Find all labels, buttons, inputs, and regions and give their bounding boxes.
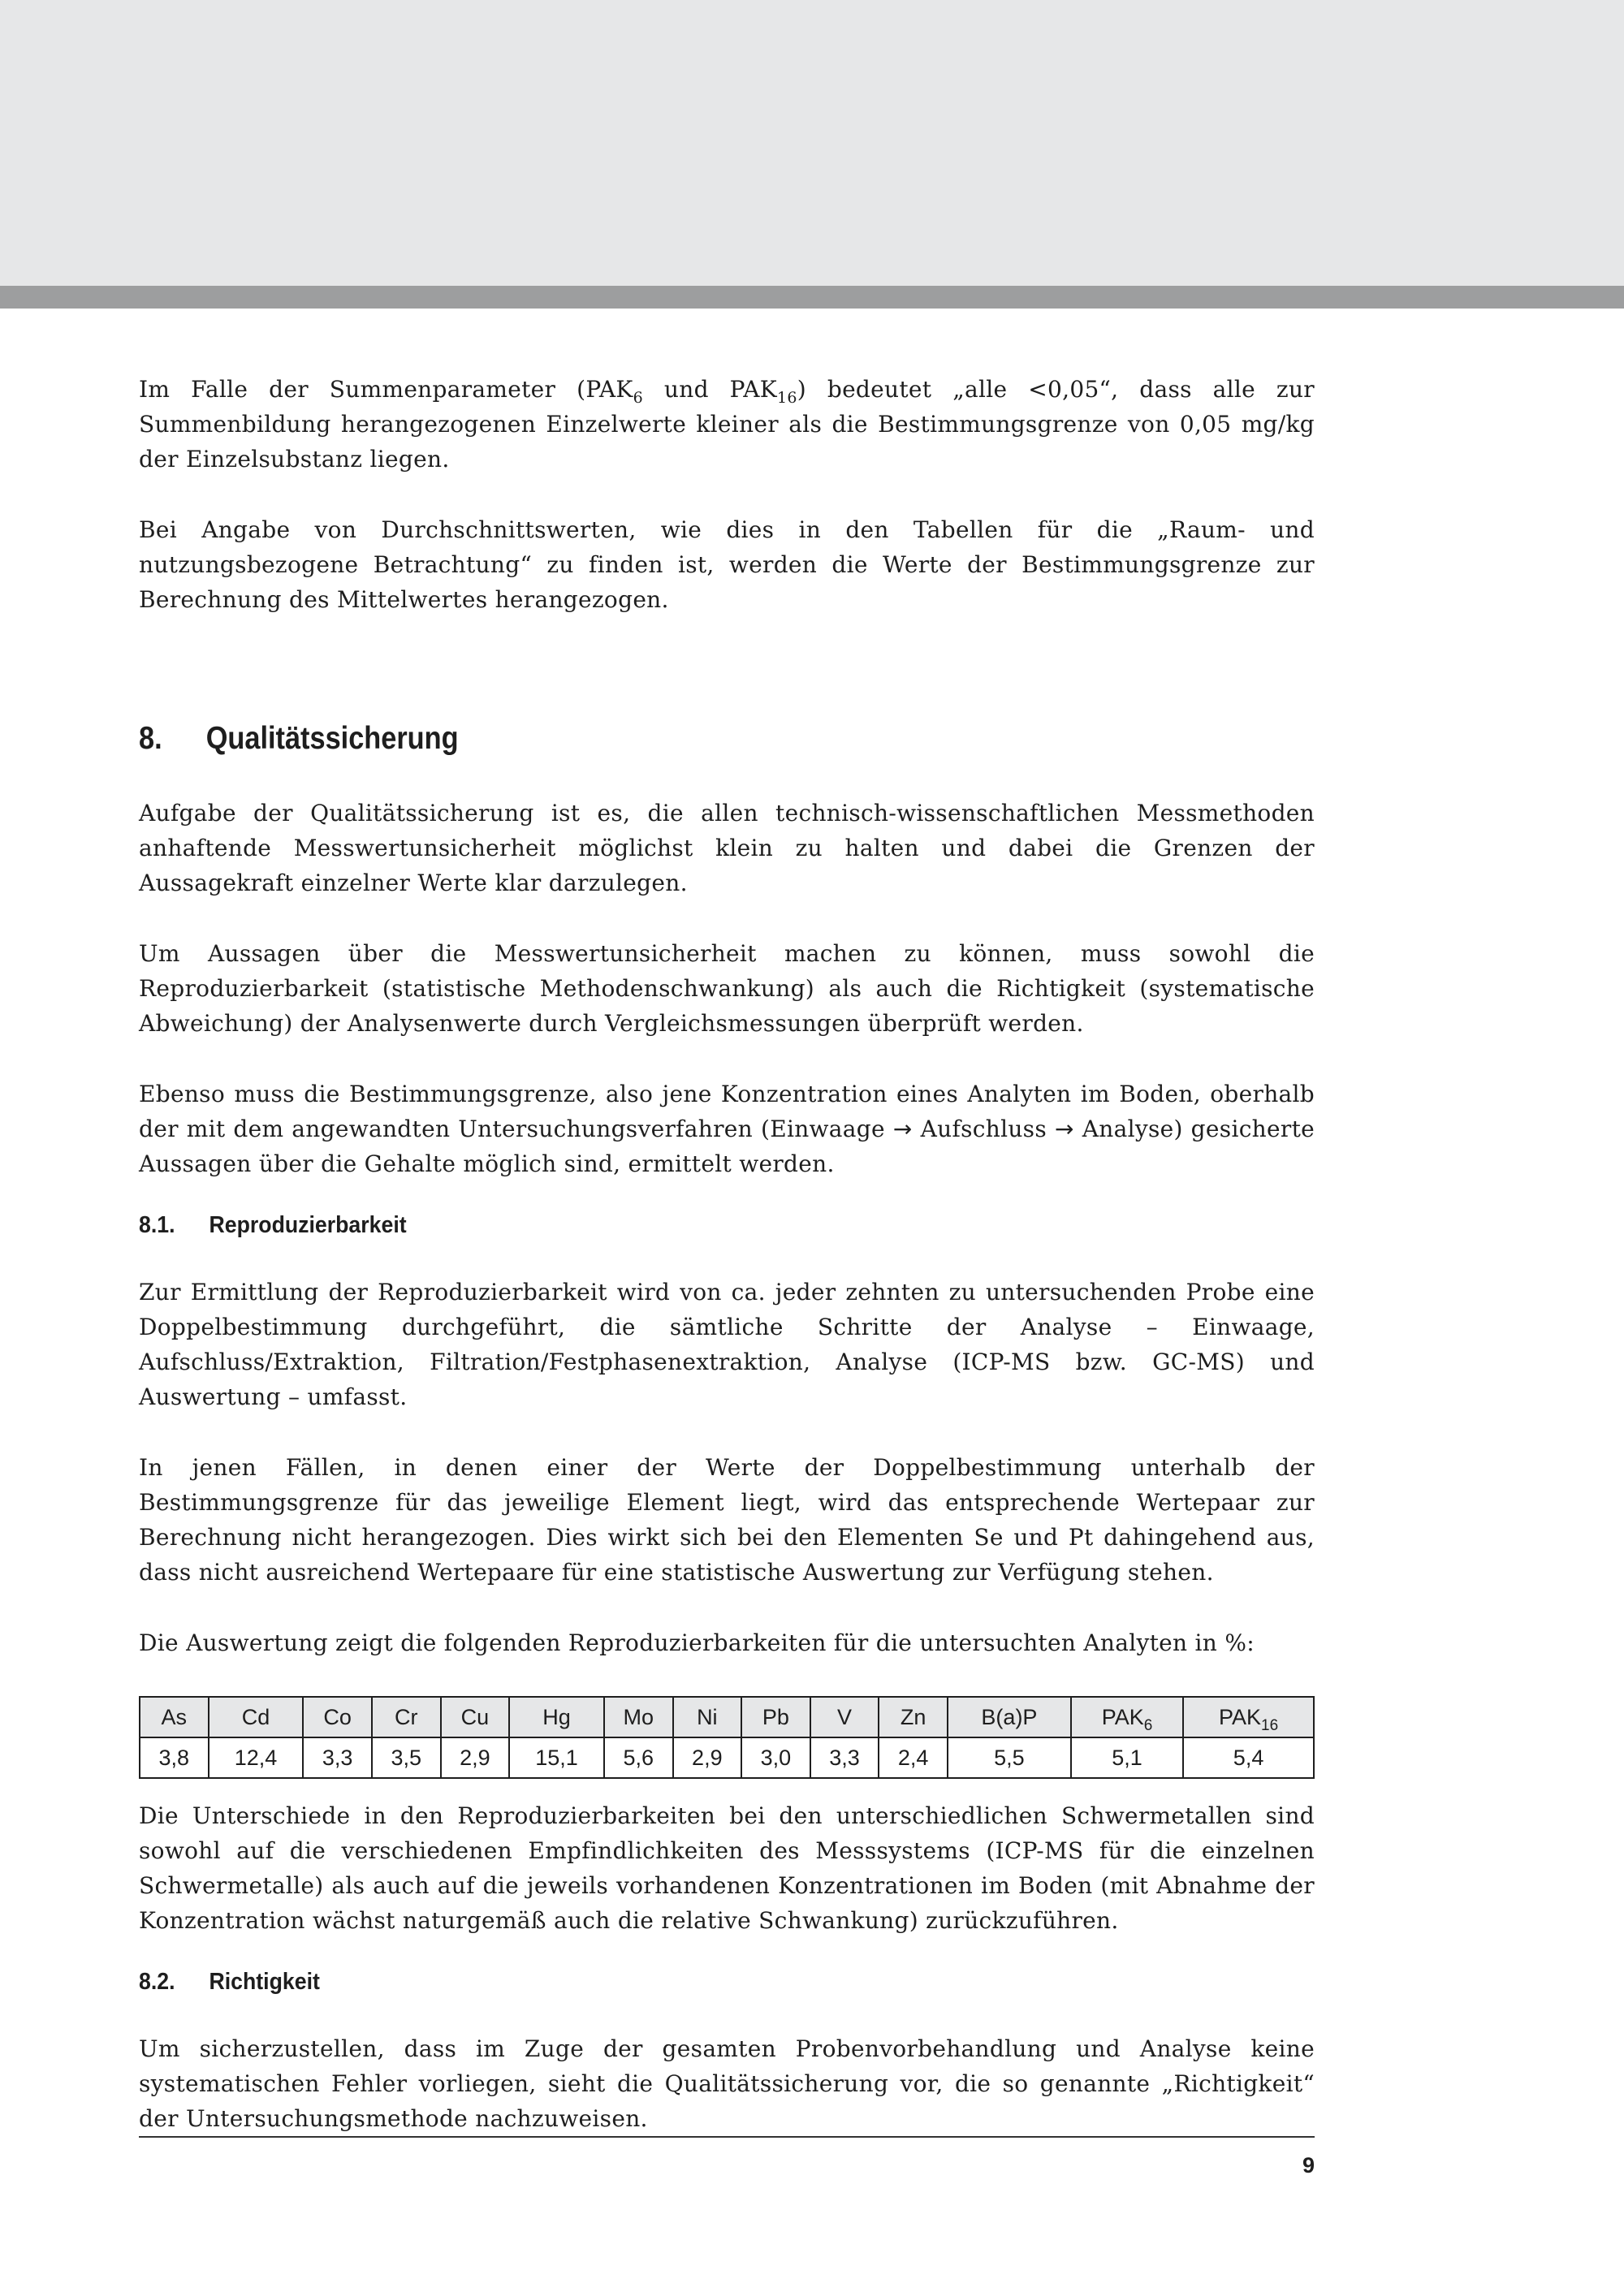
table-header-cell: Ni — [673, 1697, 742, 1737]
table-cell: 2,4 — [879, 1737, 948, 1778]
table-cell: 5,6 — [604, 1737, 673, 1778]
table-cell: 5,4 — [1183, 1737, 1314, 1778]
subsection-heading-richtigkeit — [139, 1969, 1220, 1996]
table-header-cell: Zn — [879, 1697, 948, 1737]
page-number: 9 — [1302, 2153, 1315, 2177]
table-header-row — [140, 1697, 1314, 1737]
subsection-number: 8.2. — [139, 1969, 175, 1995]
table-header-cell: Cd — [209, 1697, 304, 1737]
section-paragraph-1: Aufgabe der Qualitätssicherung ist es, die allen technisch-wissenschaftlichen Messmethoden anhaftende Messwertunsicherheit möglichst klein zu halten und dabei die Grenzen der Aussagekraft einzelner Werte klar darzulegen. — [139, 800, 1315, 896]
intro-paragraph-1: Im Falle der Summenparameter ($PAK_6$ und $PAK_{16}$) bedeutet „alle <0,05“, dass alle zur Summenbildung herangezogenen Einzelwerte kleiner als die Bestimmungsgrenze von 0,05 mg/kg der Einzelsubstanz liegen. — [139, 376, 1315, 473]
table-header-cell-pak16: $PAK_{16}$ — [1183, 1697, 1314, 1737]
page-content — [139, 372, 1315, 2172]
table-header-cell: Pb — [741, 1697, 810, 1737]
table-header-cell: Cu — [441, 1697, 510, 1737]
table-cell: 2,9 — [441, 1737, 510, 1778]
section-heading — [139, 721, 1173, 757]
table-cell: 3,3 — [303, 1737, 372, 1778]
arrow-icon: → — [1055, 1116, 1074, 1142]
table-cell: 3,8 — [140, 1737, 209, 1778]
table-header-cell: Mo — [604, 1697, 673, 1737]
subsection-number: 8.1. — [139, 1212, 175, 1238]
reproduzierbarkeit-paragraph-3: Die Unterschiede in den Reproduzierbarkeiten bei den unterschiedlichen Schwermetallen sind sowohl auf die verschiedenen Empfindlichkeiten des Messsystems (ICP-MS für die einzelnen Schwermetalle) als auch auf die jeweils vorhandenen Konzentrationen im Boden (mit Abnahme der Konzentration wächst naturgemäß auch die relative Schwankung) zurückzuführen. — [139, 1802, 1315, 1934]
section-number: 8. — [139, 721, 162, 756]
subsection-title: Reproduzierbarkeit — [209, 1212, 407, 1238]
header-rule — [0, 286, 1624, 309]
richtigkeit-paragraph-1: Um sicherzustellen, dass im Zuge der gesamten Probenvorbehandlung und Analyse keine systematischen Fehler vorliegen, sieht die Qualitätssicherung vor, die so genannte „Richtigkeit“ der Untersuchungsmethode nachzuweisen. — [139, 2035, 1315, 2132]
table-cell: 15,1 — [509, 1737, 604, 1778]
table-header-cell: As — [140, 1697, 209, 1737]
subsection-heading-reproduzierbarkeit — [139, 1212, 1220, 1239]
table-header-cell: V — [810, 1697, 879, 1737]
table-cell: 5,5 — [948, 1737, 1071, 1778]
section-paragraph-3: Ebenso muss die Bestimmungsgrenze, also jene Konzentration eines Analyten im Boden, oberhalb der mit dem angewandten Untersuchungsverfahren (Einwaage → Aufschluss → Analyse) gesicherte Aussagen über die Gehalte möglich sind, ermittelt werden. — [139, 1081, 1315, 1177]
table-header-cell: Cr — [372, 1697, 441, 1737]
table-cell: 5,1 — [1071, 1737, 1183, 1778]
reproduzierbarkeit-paragraph-1: Zur Ermittlung der Reproduzierbarkeit wird von ca. jeder zehnten zu untersuchenden Probe eine Doppelbestimmung durchgeführt, die sämtliche Schritte der Analyse – Einwaage, Aufschluss/Extraktion, Filtration/Festphasenextraktion, Analyse (ICP-MS bzw. GC-MS) und Auswertung – umfasst. — [139, 1279, 1315, 1410]
intro-paragraph-2: Bei Angabe von Durchschnittswerten, wie dies in den Tabellen für die „Raum- und nutzungsbezogene Betrachtung“ zu finden ist, werden die Werte der Bestimmungsgrenze zur Berechnung des Mittelwertes herangezogen. — [139, 516, 1315, 613]
reproducibility-table — [139, 1696, 1315, 1779]
table-cell: 3,0 — [741, 1737, 810, 1778]
table-header-cell: Co — [303, 1697, 372, 1737]
table-header-cell-pak6: $PAK_6$ — [1071, 1697, 1183, 1737]
table-header-cell: B(a)P — [948, 1697, 1071, 1737]
section-title: Qualitätssicherung — [205, 721, 459, 756]
table-row — [140, 1737, 1314, 1778]
header-band — [0, 0, 1624, 286]
table-cell: 12,4 — [209, 1737, 304, 1778]
subsection-title: Richtigkeit — [209, 1969, 320, 1995]
arrow-icon: → — [892, 1116, 913, 1142]
section-paragraph-2: Um Aussagen über die Messwertunsicherheit machen zu können, muss sowohl die Reproduzierbarkeit (statistische Methodenschwankung) als auch die Richtigkeit (systematische Abweichung) der Analysenwerte durch Vergleichsmessungen überprüft werden. — [139, 940, 1315, 1037]
table-cell: 2,9 — [673, 1737, 742, 1778]
table-cell: 3,3 — [810, 1737, 879, 1778]
table-header-cell: Hg — [509, 1697, 604, 1737]
table-cell: 3,5 — [372, 1737, 441, 1778]
reproduzierbarkeit-paragraph-2: In jenen Fällen, in denen einer der Werte der Doppelbestimmung unterhalb der Bestimmungsgrenze für das jeweilige Element liegt, wird das entsprechende Wertepaar zur Berechnung nicht herangezogen. Dies wirkt sich bei den Elementen Se und Pt dahingehend aus, dass nicht ausreichend Wertepaare für eine statistische Auswertung zur Verfügung stehen. — [139, 1454, 1315, 1586]
table-intro: Die Auswertung zeigt die folgenden Reproduzierbarkeiten für die untersuchten Analyten in %: — [139, 1629, 1255, 1656]
footer-rule — [139, 2136, 1315, 2138]
